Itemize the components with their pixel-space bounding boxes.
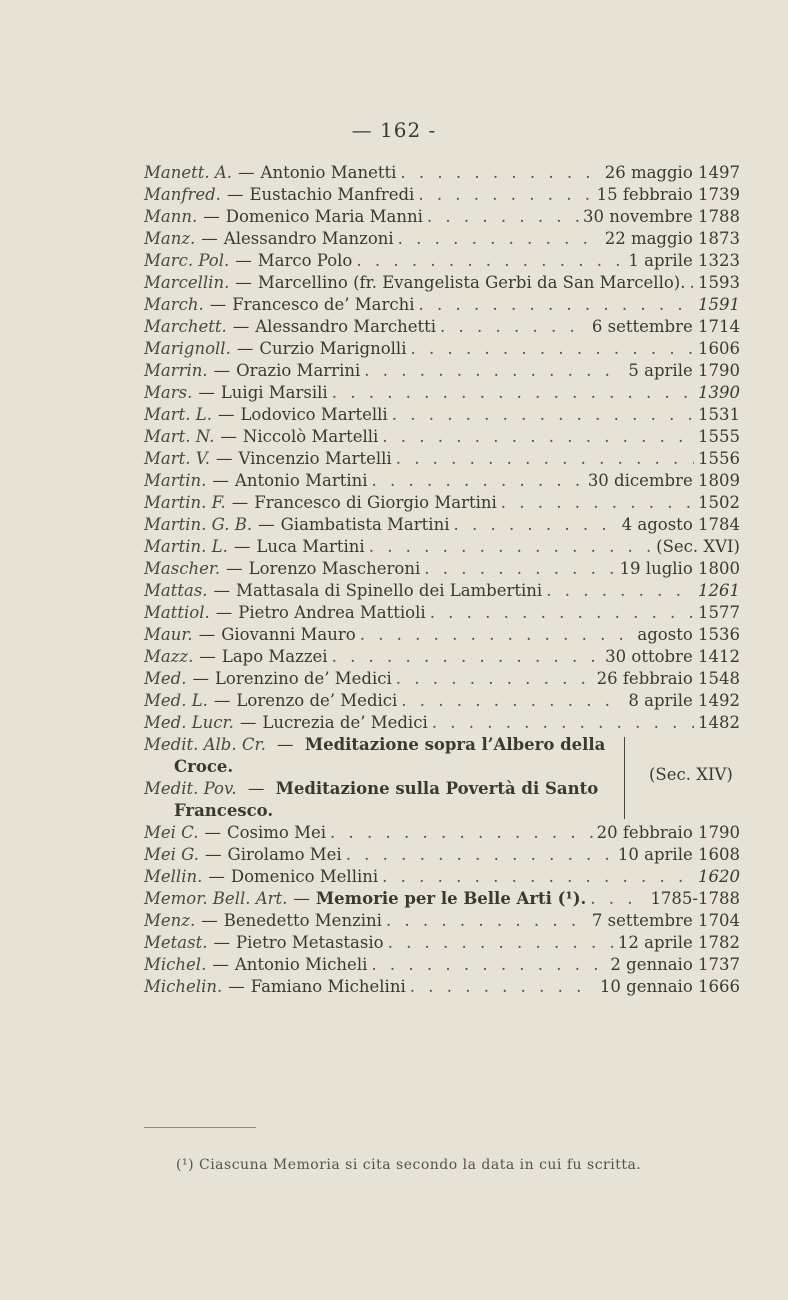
entry-name: Curzio Marignolli <box>259 339 407 358</box>
entry-name: Lorenzino de’ Medici <box>214 669 392 688</box>
index-entry: Mei C. — Cosimo Mei . . . 20 febbraio 1790 <box>144 823 740 845</box>
index-entry: March. — Francesco de’ Marchi . . . 1591 <box>144 295 740 317</box>
entry-date: 20 febbraio 1790 <box>596 823 740 842</box>
index-entry: Mart. L. — Lodovico Martelli . . . 1531 <box>144 405 740 427</box>
entry-name: Alessandro Manzoni <box>223 229 394 248</box>
index-entry: Marignoll. — Curzio Marignolli . . . 1606 <box>144 339 740 361</box>
entry-abbreviation: Med. L. <box>144 691 208 710</box>
entry-name: Antonio Micheli <box>234 955 368 974</box>
entry-title: Francesco. <box>174 801 274 820</box>
meditazioni-group <box>144 735 740 823</box>
entry-name: Francesco di Giorgio Martini <box>254 493 497 512</box>
leader-dots <box>396 449 694 468</box>
leader-dots <box>382 867 694 886</box>
entry-date: 1620 <box>698 867 740 886</box>
index-entry: Manett. A. — Antonio Manetti . . . 26 maggio 1497 <box>144 163 740 185</box>
entry-name: Domenico Maria Manni <box>225 207 423 226</box>
entry-abbreviation: Martin. L. <box>144 537 228 556</box>
entry-abbreviation: Michelin. <box>144 977 223 996</box>
leader-dots <box>360 625 634 644</box>
index-entry: Manfred. — Eustachio Manfredi . . . 15 febbraio 1739 <box>144 185 740 207</box>
entry-abbreviation: Mattas. <box>144 581 208 600</box>
leader-dots <box>332 647 602 666</box>
entry-name: Lorenzo de’ Medici <box>236 691 398 710</box>
entry-date: agosto 1536 <box>637 625 740 644</box>
leader-dots <box>401 691 624 710</box>
entry-name: Lapo Mazzei <box>221 647 328 666</box>
entry-abbreviation: Med. Lucr. <box>144 713 234 732</box>
leader-dots <box>430 603 694 622</box>
entry-date: 2 gennaio 1737 <box>610 955 740 974</box>
index-entry: Martin. G. B. — Giambatista Martini . . . 4 agosto 1784 <box>144 515 740 537</box>
entry-abbreviation: Martin. F. <box>144 493 226 512</box>
entry-title: Meditazione sulla Povertà di Santo <box>275 779 599 798</box>
entry-name: Cosimo Mei <box>226 823 327 842</box>
entry-abbreviation: Memor. Bell. Art. <box>144 889 288 908</box>
group-line: Medit. Pov. — Meditazione sulla Povertà di Santo <box>144 779 599 798</box>
entry-abbreviation: Marchett. <box>144 317 227 336</box>
entry-abbreviation: Manett. A. <box>144 163 233 182</box>
entry-abbreviation: March. <box>144 295 204 314</box>
entry-date: 1261 <box>698 581 740 600</box>
leader-dots <box>410 977 596 996</box>
entry-abbreviation: Manz. <box>144 229 196 248</box>
entry-abbreviation: Michel. <box>144 955 207 974</box>
index-entry: Metast. — Pietro Metastasio . . . 12 aprile 1782 <box>144 933 740 955</box>
entry-abbreviation: Manfred. <box>144 185 221 204</box>
entry-date: 15 febbraio 1739 <box>596 185 740 204</box>
leader-dots <box>396 669 593 688</box>
entry-name: Domenico Mellini <box>230 867 379 886</box>
entry-name: Giambatista Martini <box>280 515 450 534</box>
meditazioni-titles <box>144 735 614 823</box>
index-entry: Med. Lucr. — Lucrezia de’ Medici . . . 1482 <box>144 713 740 735</box>
entry-name: Lodovico Martelli <box>240 405 388 424</box>
index-entry: Mars. — Luigi Marsili . . . 1390 <box>144 383 740 405</box>
entry-abbreviation: Marcellin. <box>144 273 230 292</box>
entry-abbreviation: Mei G. <box>144 845 200 864</box>
entry-name: Mattasala di Spinello dei Lambertini <box>236 581 543 600</box>
entry-name: Memorie per le Belle Arti (¹). <box>315 889 587 908</box>
leader-dots <box>371 955 606 974</box>
leader-dots <box>410 339 694 358</box>
index-entry: Michelin. — Famiano Michelini . . . 10 gennaio 1666 <box>144 977 740 999</box>
leader-dots <box>418 185 592 204</box>
group-line <box>144 801 614 823</box>
entry-name: Benedetto Menzini <box>223 911 382 930</box>
entry-name: Alessandro Marchetti <box>255 317 437 336</box>
entry-date: 30 novembre 1788 <box>583 207 740 226</box>
entries-block-a <box>144 163 740 735</box>
entry-abbreviation: Mazz. <box>144 647 194 666</box>
entry-date: 1502 <box>698 493 740 512</box>
index-entry: Mazz. — Lapo Mazzei . . . 30 ottobre 1412 <box>144 647 740 669</box>
entry-date: 12 aprile 1782 <box>617 933 740 952</box>
entry-date: 1482 <box>698 713 740 732</box>
entry-abbreviation: Menz. <box>144 911 196 930</box>
leader-dots <box>332 383 694 402</box>
index-entry: Mann. — Domenico Maria Manni . . . 30 novembre 1788 <box>144 207 740 229</box>
index-entry: Mei G. — Girolamo Mei . . . 10 aprile 1608 <box>144 845 740 867</box>
entry-name: Niccolò Martelli <box>242 427 379 446</box>
index-entry: Maur. — Giovanni Mauro . . . agosto 1536 <box>144 625 740 647</box>
index-entry: Marrin. — Orazio Marrini . . . 5 aprile 1790 <box>144 361 740 383</box>
entry-name: Pietro Metastasio <box>235 933 384 952</box>
entry-abbreviation: Martin. G. B. <box>144 515 253 534</box>
entry-date: 1591 <box>698 295 740 314</box>
group-date: (Sec. XIV) <box>649 765 733 784</box>
index-entry: Marchett. — Alessandro Marchetti . . . 6 settembre 1714 <box>144 317 740 339</box>
leader-dots <box>432 713 694 732</box>
leader-dots <box>356 251 624 270</box>
entry-abbreviation: Mei C. <box>144 823 199 842</box>
entry-name: Vincenzio Martelli <box>238 449 392 468</box>
entry-date: 1606 <box>698 339 740 358</box>
entry-name: Antonio Martini <box>234 471 368 490</box>
entry-date: 30 ottobre 1412 <box>605 647 740 666</box>
index-entry: Martin. — Antonio Martini . . . 30 dicembre 1809 <box>144 471 740 493</box>
index-list <box>144 163 740 999</box>
entry-date: 10 aprile 1608 <box>617 845 740 864</box>
leader-dots <box>386 911 588 930</box>
entry-name: Lucrezia de’ Medici <box>262 713 428 732</box>
index-entry: Mellin. — Domenico Mellini . . . 1620 <box>144 867 740 889</box>
entry-abbreviation: Med. <box>144 669 187 688</box>
leader-dots <box>330 823 593 842</box>
footnote: (¹) Ciascuna Memoria si cita secondo la data in cui fu scritta. <box>176 1157 642 1173</box>
entry-date: 1556 <box>698 449 740 468</box>
entry-date: 1 aprile 1323 <box>628 251 740 270</box>
entry-abbreviation: Maur. <box>144 625 193 644</box>
index-entry: Menz. — Benedetto Menzini . . . 7 settembre 1704 <box>144 911 740 933</box>
entry-title: Croce. <box>174 757 234 776</box>
leader-dots <box>546 581 694 600</box>
index-entry: Martin. L. — Luca Martini . . . (Sec. XVI) <box>144 537 740 559</box>
entry-abbreviation: Marc. Pol. <box>144 251 230 270</box>
leader-dots <box>388 933 614 952</box>
entry-abbreviation: Mann. <box>144 207 198 226</box>
entries-block-b <box>144 823 740 999</box>
leader-dots <box>440 317 588 336</box>
index-entry: Med. L. — Lorenzo de’ Medici . . . 8 aprile 1492 <box>144 691 740 713</box>
entry-abbreviation: Mellin. <box>144 867 203 886</box>
entry-name: Eustachio Manfredi <box>249 185 415 204</box>
leader-dots <box>398 229 601 248</box>
leader-dots <box>372 471 584 490</box>
entry-abbreviation: Metast. <box>144 933 208 952</box>
entry-date: 6 settembre 1714 <box>591 317 740 336</box>
entry-date: 1785-1788 <box>650 889 740 908</box>
leader-dots <box>427 207 579 226</box>
entry-date: 10 gennaio 1666 <box>599 977 740 996</box>
entry-abbreviation: Medit. Alb. Cr. <box>144 735 266 754</box>
leader-dots <box>392 405 694 424</box>
entry-date: 30 dicembre 1809 <box>587 471 740 490</box>
entry-date: 1593 <box>698 273 740 292</box>
index-entry: Memor. Bell. Art. — Memorie per le Belle Arti (¹). . . . 1785-1788 <box>144 889 740 911</box>
entry-name: Giovanni Mauro <box>221 625 356 644</box>
entry-date: 19 luglio 1800 <box>619 559 740 578</box>
entry-date: 4 agosto 1784 <box>621 515 740 534</box>
entry-date: 5 aprile 1790 <box>628 361 740 380</box>
leader-dots <box>400 163 600 182</box>
leader-dots <box>590 889 646 908</box>
entry-abbreviation: Medit. Pov. <box>144 779 237 798</box>
entry-date: 8 aprile 1492 <box>628 691 740 710</box>
group-line: Medit. Alb. Cr. — Meditazione sopra l’Albero della <box>144 735 606 754</box>
leader-dots <box>382 427 694 446</box>
entry-date: (Sec. XVI) <box>656 537 740 556</box>
entry-abbreviation: Marrin. <box>144 361 208 380</box>
entry-name: Antonio Manetti <box>260 163 397 182</box>
entry-date: 26 maggio 1497 <box>604 163 740 182</box>
index-entry: Martin. F. — Francesco di Giorgio Martini . . . 1502 <box>144 493 740 515</box>
entry-abbreviation: Mart. L. <box>144 405 212 424</box>
index-entry: Manz. — Alessandro Manzoni . . . 22 maggio 1873 <box>144 229 740 251</box>
entry-abbreviation: Mars. <box>144 383 193 402</box>
entry-abbreviation: Martin. <box>144 471 207 490</box>
page-number: — 162 - <box>351 118 437 142</box>
entry-name: Pietro Andrea Mattioli <box>238 603 426 622</box>
entry-name: Lorenzo Mascheroni <box>248 559 421 578</box>
leader-dots <box>424 559 615 578</box>
entry-name: Orazio Marrini <box>236 361 361 380</box>
leader-dots <box>419 295 694 314</box>
index-entry: Michel. — Antonio Micheli . . . 2 gennaio 1737 <box>144 955 740 977</box>
index-entry: Mascher. — Lorenzo Mascheroni . . . 19 luglio 1800 <box>144 559 740 581</box>
entry-name: Luca Martini <box>256 537 365 556</box>
entry-date: 1531 <box>698 405 740 424</box>
leader-dots <box>689 273 694 292</box>
entry-abbreviation: Mart. N. <box>144 427 215 446</box>
entry-abbreviation: Mattiol. <box>144 603 210 622</box>
entry-name: Marcellino (fr. Evangelista Gerbi da San Marcello). <box>257 273 686 292</box>
index-entry: Marc. Pol. — Marco Polo . . . 1 aprile 1323 <box>144 251 740 273</box>
index-entry: Mart. V. — Vincenzio Martelli . . . 1556 <box>144 449 740 471</box>
leader-dots <box>453 515 617 534</box>
entry-abbreviation: Marignoll. <box>144 339 231 358</box>
group-bracket <box>624 737 625 819</box>
entry-date: 1577 <box>698 603 740 622</box>
entry-date: 1390 <box>698 383 740 402</box>
entry-date: 1555 <box>698 427 740 446</box>
entry-date: 26 febbraio 1548 <box>596 669 740 688</box>
entry-abbreviation: Mascher. <box>144 559 221 578</box>
leader-dots <box>501 493 694 512</box>
entry-name: Girolamo Mei <box>227 845 342 864</box>
entry-name: Marco Polo <box>257 251 353 270</box>
entry-name: Francesco de’ Marchi <box>232 295 415 314</box>
leader-dots <box>346 845 614 864</box>
index-entry: Marcellin. — Marcellino (fr. Evangelista Gerbi da San Marcello). . . . 1593 <box>144 273 740 295</box>
entry-abbreviation: Mart. V. <box>144 449 211 468</box>
entry-name: Luigi Marsili <box>220 383 328 402</box>
leader-dots <box>364 361 624 380</box>
index-entry: Mart. N. — Niccolò Martelli . . . 1555 <box>144 427 740 449</box>
entry-date: 7 settembre 1704 <box>591 911 740 930</box>
leader-dots <box>369 537 652 556</box>
group-line <box>144 757 614 779</box>
index-entry: Mattas. — Mattasala di Spinello dei Lambertini . . . 1261 <box>144 581 740 603</box>
index-entry: Mattiol. — Pietro Andrea Mattioli . . . 1577 <box>144 603 740 625</box>
entry-title: Meditazione sopra l’Albero della <box>304 735 606 754</box>
footnote-rule <box>144 1127 256 1128</box>
entry-name: Famiano Michelini <box>250 977 406 996</box>
entry-date: 22 maggio 1873 <box>604 229 740 248</box>
index-entry: Med. — Lorenzino de’ Medici . . . 26 febbraio 1548 <box>144 669 740 691</box>
